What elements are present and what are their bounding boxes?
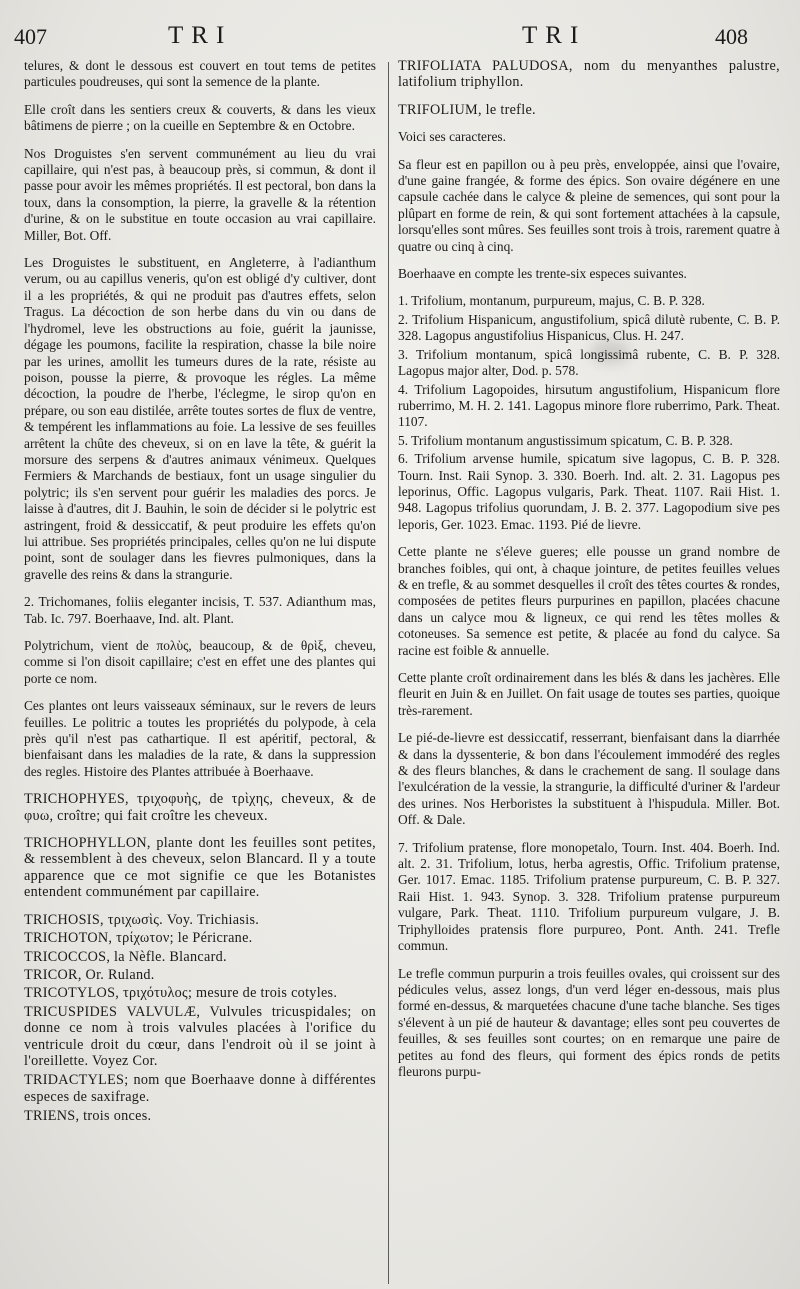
entry-triens: TRIENS, trois onces. [24,1108,152,1125]
species-item: 1. Trifolium, montanum, purpureum, majus, C. B. P. 328. [398,293,705,309]
species-item: 3. Trifolium montanum, spicâ longissimâ rubente, C. B. P. 328. Lagopus major alter, Dod. p. 578. [398,346,780,379]
species-item: 6. Trifolium arvense humile, spicatum sive lagopus, C. B. P. 328. Tourn. Inst. Raii Synop. 3. 330. Boerh. Ind. alt. 2. 31. Lagopus pes leporinus, Offic. Lagopus vulgaris, Park. Theat. 1107. Raii Hist. 1. 948. Lagopus trifolius quorundam, J. B. 2. 377. Lagopodium sive pes leporis, Ger. 1023. Emac. 1193. Pié de lievre. [398,451,780,532]
entry-trichophyllon: TRICHOPHYLLON, plante dont les feuilles sont petites, & ressemblent à des cheveux, selon Blancard. Il y a toute apparence que ce mot signifie ce que les Botanistes entendent communément par capillaire. [24,835,376,901]
entry-trifolium: TRIFOLIUM, le trefle. [398,101,536,118]
paragraph: Nos Droguistes s'en servent communément au lieu du vrai capillaire, qui n'est pas, à beaucoup près, si commun, & dont il passe pour avoir les mêmes propriétés. Il est pectoral, bon dans la toux, dans la consomption, la pierre, la gravelle & la rétention d'urine, & on le substitue en toute occasion au vrai capillaire. Miller, Bot. Off. [24,145,376,243]
species-item: 5. Trifolium montanum angustissimum spicatum, C. B. P. 328. [398,432,733,448]
entry-tricotylos: TRICOTYLOS, τριχότυλος; mesure de trois cotyles. [24,985,338,1002]
paragraph: Polytrichum, vient de πολὺς, beaucoup, & de θρὶξ, cheveu, comme si l'on disoit capillaire; c'est en effet une des plantes qui porte ce nom. [24,638,376,686]
paragraph: Cette plante ne s'éleve gueres; elle pousse un grand nombre de branches foibles, qui ont, à chaque jointure, de petites feuilles velues & en trefle, & au sommet desquelles il croît des têtes courtes & rondes, composées de petites fleurs purpurines en papillon, placées chacune dans un calyce mou & ligneux, ce qui rend les têtes molles & cotoneuses. Sa semence est petite, & placée au fond du calyce. Sa racine est foible & annuelle. [398,544,780,658]
entry-trichophyes: TRICHOPHYES, τριχοφυὴς, de τρὶχης, cheveux, & de φυω, croître; qui fait croître les cheveux. [24,791,376,824]
entry-trichoton: TRICHOTON, τρίχωτον; le Péricrane. [24,930,253,947]
paragraph: Sa fleur est en papillon ou à peu près, enveloppée, ainsi que l'ovaire, d'une gaine frangée, & forme des épics. Son ovaire dégénere en une capsule cachée dans le calyce & pleine de semences, qui sont pour la plûpart en forme de rein, & qui sont fortement attachées à la capsule, lorsqu'elles sont mûres. Ses feuilles sont trois à trois, rarement quatre à quatre ou cinq à cinq. [398,156,780,254]
entry-tricuspides: TRICUSPIDES VALVULÆ, Vulvules tricuspidales; on donne ce nom à trois valvules placées à l'orifice du ventricule droit du cœur, dans l'endroit où il se joint à l'oreillette. Voyez Cor. [24,1003,376,1069]
species-item: 4. Trifolium Lagopoides, hirsutum angustifolium, Hispanicum flore ruberrimo, M. H. 2. 141. Lagopus minore flore ruberrimo, Park. Theat. 1107. [398,381,780,430]
entry-trifoliata: TRIFOLIATA PALUDOSA, nom du menyanthes palustre, latifolium triphyllon. [398,58,780,91]
paragraph: Voici ses caracteres. [398,129,506,145]
species-item: 7. Trifolium pratense, flore monopetalo, Tourn. Inst. 404. Boerh. Ind. alt. 2. 31. Trifolium, lotus, herba agrestis, Offic. Trifolium pratense, Ger. 1017. Emac. 1185. Trifolium pratense purpureum, C. B. P. 327. Raii Hist. 1. 943. Synop. 3. 328. Trifolium pratense purpureum vulgare, Park. Theat. 1110. Trifolium purpureum vulgare, J. B. Triphylloides pratensis flore purpureo, Pont. Anth. 241. Trefle commun. [398,839,780,954]
paragraph: Ces plantes ont leurs vaisseaux séminaux, sur le revers de leurs feuilles. Le politric a toutes les propriétés du polypode, à cela près qu'il n'est pas cathartique. Il est apéritif, pectoral, & bienfaisant dans les maladies de la rate, & dans la suppression des regles. Histoire des Plantes attribuée à Boerhaave. [24,698,376,779]
entry-tricoccos: TRICOCCOS, la Nèfle. Blancard. [24,948,227,965]
right-column [398,58,780,1091]
entry-tridactyles: TRIDACTYLES; nom que Boerhaave donne à différentes especes de saxifrage. [24,1072,376,1105]
paragraph: Le trefle commun purpurin a trois feuilles ovales, qui croissent sur des pédicules velus, assez longs, d'un verd léger en-dessous, mais plus formé en-dessus, & marquetées chacune d'une tache blanche. Ses tiges s'élevent à un pié de hauteur & davantage; elles sont peu couvertes de feuilles, & ses feuilles sont courtes; on en remarque une paire de petites au fond des fleurs, qui forment des épics ronds de petits fleurons purpu- [398,965,780,1079]
entry-trichosis: TRICHOSIS, τριχωσὶς. Voy. Trichiasis. [24,911,260,928]
species-item: 2. Trifolium Hispanicum, angustifolium, spicâ dilutè rubente, C. B. P. 328. Lagopus angustifolius Hispanicus, Clus. H. 247. [398,311,780,344]
page-number-right: 408 [715,24,748,49]
entry-tricor: TRICOR, Or. Ruland. [24,966,155,983]
paragraph: telures, & dont le dessous est couvert en tout tems de petites particules poudreuses, qui sont la semence de la plante. [24,58,376,90]
paragraph: Les Droguistes le substituent, en Angleterre, à l'adianthum verum, ou au capillus veneris, qu'on est obligé d'y cultiver, dont il a les propriétés, & qui ne produit pas d'autres effets, selon Tragus. La décoction de son herbe dans du vin ou dans de l'hydromel, leve les obstructions au foie, guérit la jaunisse, dégage les poumons, facilite la respiration, chasse la bile noire par les urines, amollit les tumeurs dures de la rate, résiste au poison, pousse la pierre, & provoque les régles. La même décoction, la poudre de l'herbe, l'éclegme, le sirop qu'on en prépare, ou son eau distilée, arrête toutes sortes de flux de ventre, & tempérent les inflammations au foie. La lessive de ses feuilles arrêtent la chûte des cheveux, si on en lave la tête, & guérit la morsure des serpens & d'autres animaux vénimeux. Quelques Fermiers & Marchands de bestiaux, font un usage singulier du polytric; ils s'en servent pour guérir les maladies des porcs. Je laisse à d'autres, dit J. Bauhin, le soin de décider si le polytric est astringent, froid & dessiccatif, & peut produire les effets qu'on lui attribue. Ses propriétés principales, celles qu'on ne lui dispute point, sont de soulager dans les fievres pulmoniques, dans la gravelle des reins & dans la strangurie. [24,255,376,582]
paragraph: Le pié-de-lievre est dessiccatif, resserrant, bienfaisant dans la diarrhée & dans la dyssenterie, & bon dans l'écoulement immodéré des regles & des fleurs blanches, & dans le crachement de sang. Il soulage dans l'exulcération de la vessie, la strangurie, la difficulté d'uriner & l'ardeur des urines. Nos Herboristes la substituent à l'hispudula. Miller. Bot. Off. & Dale. [398,730,780,828]
running-head-left: TRI [168,22,233,49]
paragraph: Boerhaave en compte les trente-six especes suivantes. [398,266,687,282]
page-header [0,22,800,56]
paragraph: Elle croît dans les sentiers creux & couverts, & dans les vieux bâtimens de pierre ; on la cueille en Septembre & en Octobre. [24,101,376,134]
running-head-right: TRI [522,22,587,49]
paragraph: 2. Trichomanes, foliis eleganter incisis, T. 537. Adianthum mas, Tab. Ic. 797. Boerhaave, Ind. alt. Plant. [24,594,376,626]
left-column [24,58,376,1136]
paragraph: Cette plante croît ordinairement dans les blés & dans les jachères. Elle fleurit en Juin & en Juillet. On fait usage de toutes ses parties, quoique très-rarement. [398,670,780,718]
column-divider [388,62,389,1284]
page-number-left: 407 [14,24,47,49]
